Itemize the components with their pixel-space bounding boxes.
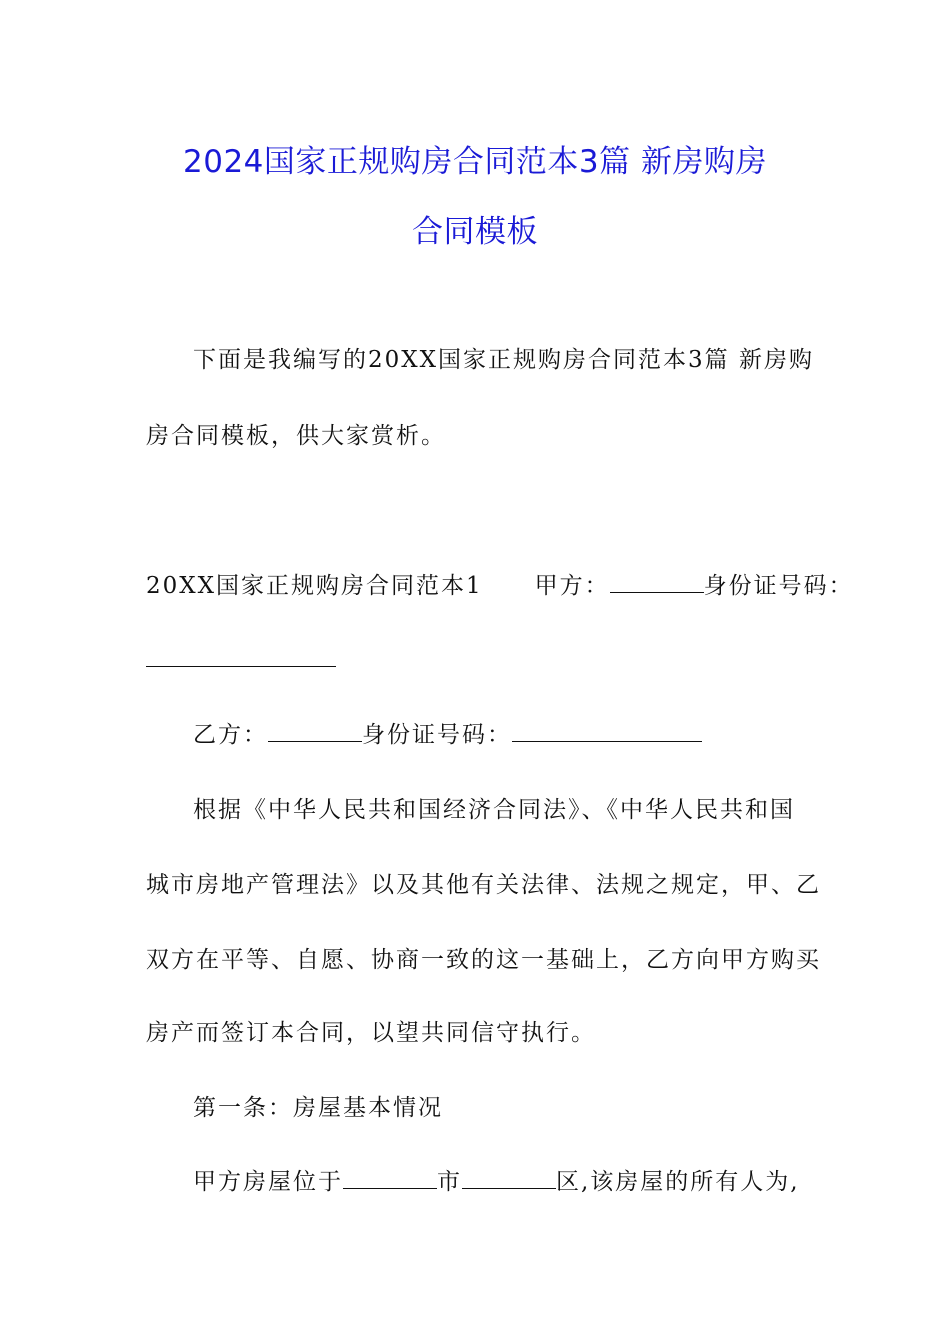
intro-line-1: 下面是我编写的20XX国家正规购房合同范本3篇 新房购 — [193, 347, 814, 373]
article-1-title: 第一条：房屋基本情况 — [193, 1095, 443, 1121]
party-b-id-label: 身份证号码： — [362, 722, 512, 748]
intro-line-2: 房合同模板，供大家赏析。 — [146, 423, 446, 449]
basis-line-2: 城市房地产管理法》以及其他有关法律、法规之规定，甲、乙 — [146, 872, 821, 898]
document-title-line-2: 合同模板 — [412, 214, 538, 250]
party-a-name-blank — [610, 572, 704, 593]
party-b-name-blank — [268, 721, 362, 742]
party-a-id-line — [146, 645, 336, 675]
location-line — [193, 1167, 800, 1197]
basis-line-3: 双方在平等、自愿、协商一致的这一基础上，乙方向甲方购买 — [146, 947, 821, 973]
basis-line-4: 房产而签订本合同，以望共同信守执行。 — [146, 1020, 596, 1046]
party-a-id-blank — [146, 646, 336, 667]
location-prefix: 甲方房屋位于 — [193, 1169, 343, 1195]
party-b-id-blank — [512, 721, 702, 742]
basis-line-1: 根据《中华人民共和国经济合同法》、《中华人民共和国 — [193, 797, 795, 823]
city-blank — [343, 1168, 437, 1189]
party-b-label: 乙方： — [193, 722, 268, 748]
contract-heading: 20XX国家正规购房合同范本1 — [146, 573, 483, 599]
district-blank — [462, 1168, 556, 1189]
document-title-line-1: 2024国家正规购房合同范本3篇 新房购房 — [183, 144, 767, 180]
district-suffix: 区,该房屋的所有人为, — [556, 1169, 800, 1195]
party-b-line — [193, 720, 702, 750]
city-label: 市 — [437, 1169, 462, 1195]
party-a-label: 甲方： — [534, 573, 610, 599]
party-a-id-label: 身份证号码： — [703, 573, 854, 599]
contract-heading-line — [146, 571, 854, 601]
